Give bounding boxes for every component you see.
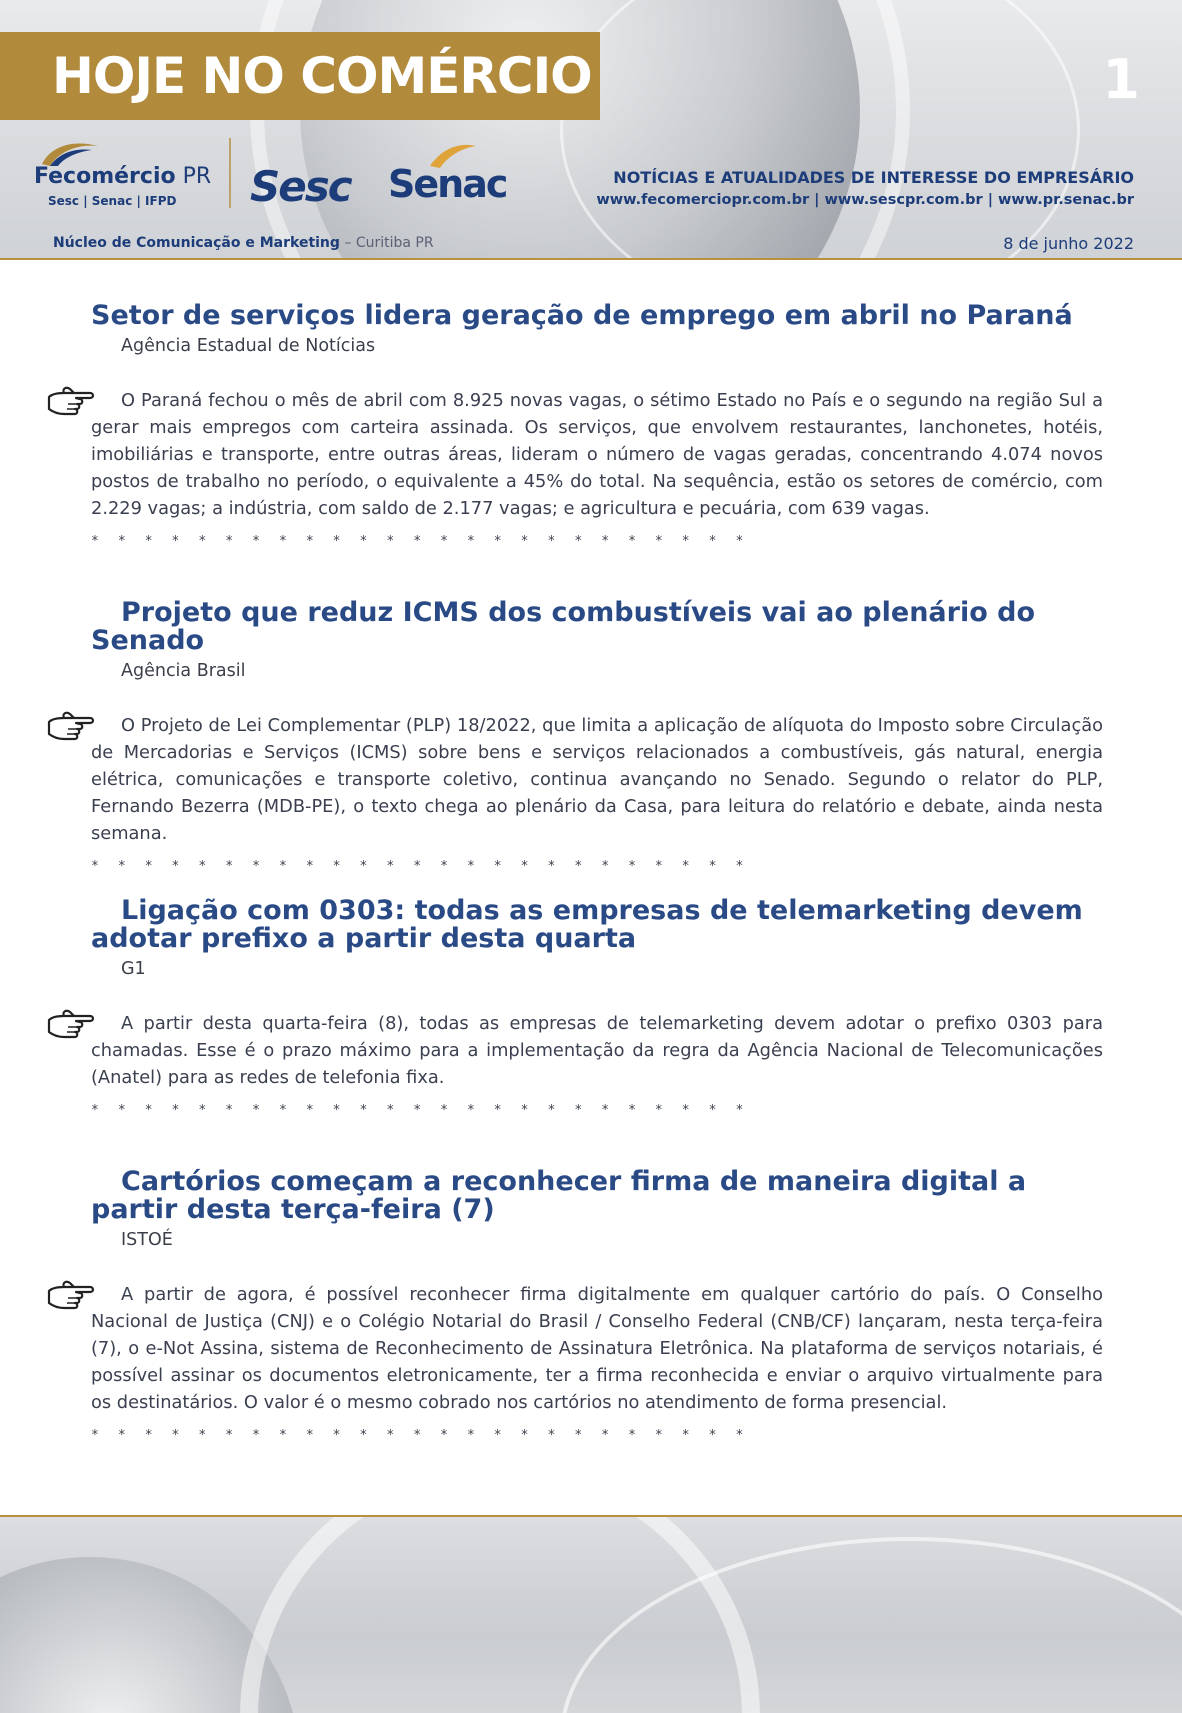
page-header: [0, 0, 1182, 260]
article-source: Agência Estadual de Notícias: [121, 336, 376, 356]
article-title: Ligação com 0303: todas as empresas de telemarketing devem adotar prefixo a partir desta quarta: [91, 895, 1083, 954]
newsletter-title-bar: [0, 32, 600, 120]
pointing-hand-icon: [46, 1277, 98, 1315]
pointing-hand-icon: [46, 708, 98, 746]
article-separator: * * * * * * * * * * * * * * * * * * * * * * * * *: [91, 859, 749, 874]
article-body-text: A partir de agora, é possível reconhecer firma digitalmente em qualquer cartório do país. O Conselho Nacional de Justiça (CNJ) e o Colégio Notarial do Brasil / Conselho Federal (CNB/CF) lançaram, nesta terça-feira (7), o e-Not Assina, sistema de Reconhecimento de Assinatura Eletrônica. Na plataforma de serviços notariais, é possível assinar os documentos eletronicamente, ter a firma reconhecida e enviar o arquivo virtualmente para os destinatários. O valor é o mesmo cobrado nos cartórios no atendimento de forma presencial.: [91, 1284, 1103, 1413]
fecomercio-pr-text: PR: [175, 164, 212, 189]
article-source: G1: [121, 959, 146, 979]
orbit-decoration: [560, 0, 1080, 260]
website-links: www.fecomerciopr.com.br | www.sescpr.com.br | www.pr.senac.br: [596, 192, 1134, 208]
pointing-hand-icon: [46, 1006, 98, 1044]
page-footer: [0, 1515, 1182, 1713]
newsletter-title: HOJE NO COMÉRCIO: [52, 47, 592, 105]
article-title: Cartórios começam a reconhecer firma de maneira digital a partir desta terça-feira (7): [91, 1166, 1027, 1225]
department-name: Núcleo de Comunicação e Marketing: [53, 235, 340, 251]
fecomercio-subtitle: Sesc | Senac | IFPD: [48, 194, 177, 208]
article-separator: * * * * * * * * * * * * * * * * * * * * * * * * *: [91, 1428, 749, 1443]
senac-logo: [388, 140, 508, 210]
department-city: – Curitiba PR: [339, 235, 434, 251]
article-body-text: A partir desta quarta-feira (8), todas as empresas de telemarketing devem adotar o prefixo 0303 para chamadas. Esse é o prazo máximo para a implementação da regra da Agência Nacional de Telecomunicações (Anatel) para as redes de telefonia fixa.: [91, 1013, 1103, 1088]
article-separator: * * * * * * * * * * * * * * * * * * * * * * * * *: [91, 534, 749, 549]
article-source: ISTOÉ: [121, 1230, 173, 1250]
fecomercio-logo: [34, 138, 230, 208]
tagline: NOTÍCIAS E ATUALIDADES DE INTERESSE DO EMPRESÁRIO: [613, 168, 1134, 187]
article-2: [91, 599, 1103, 875]
article-body: [91, 1281, 1103, 1416]
department-label: [53, 235, 434, 251]
senac-logo-text: Senac: [388, 162, 507, 206]
fecomercio-name: [34, 164, 211, 189]
sesc-logo: Sesc: [250, 162, 351, 211]
article-title: Setor de serviços lidera geração de emprego em abril no Paraná: [91, 300, 1073, 331]
article-3: [91, 897, 1103, 1119]
article-body: [91, 1010, 1103, 1091]
article-4: [91, 1168, 1103, 1444]
article-body: [91, 387, 1103, 522]
article-body-text: O Paraná fechou o mês de abril com 8.925 novas vagas, o sétimo Estado no País e o segundo na região Sul a gerar mais empregos com carteira assinada. Os serviços, que envolvem restaurantes, lanchonetes, hotéis, imobiliárias e transporte, entre outras áreas, lideram o número de vagas geradas, concentrando 4.074 novos postos de trabalho no período, o equivalente a 45% do total. Na sequência, estão os setores de comércio, com 2.229 vagas; a indústria, com saldo de 2.177 vagas; e agricultura e pecuária, com 639 vagas.: [91, 390, 1103, 519]
article-title: Projeto que reduz ICMS dos combustíveis vai ao plenário do Senado: [91, 597, 1036, 656]
logo-divider: [229, 138, 231, 208]
fecomercio-name-text: Fecomércio: [34, 164, 176, 189]
article-separator: * * * * * * * * * * * * * * * * * * * * * * * * *: [91, 1103, 749, 1118]
article-body: [91, 712, 1103, 847]
page-number: 1: [1102, 48, 1140, 111]
article-1: [91, 302, 1103, 550]
pointing-hand-icon: [46, 383, 98, 421]
article-body-text: O Projeto de Lei Complementar (PLP) 18/2022, que limita a aplicação de alíquota do Imposto sobre Circulação de Mercadorias e Serviços (ICMS) sobre bens e serviços relacionados a combustíveis, gás natural, energia elétrica, comunicações e transporte coletivo, continua avançando no Senado. Segundo o relator do PLP, Fernando Bezerra (MDB-PE), o texto chega ao plenário da Casa, para leitura do relatório e debate, ainda nesta semana.: [91, 715, 1103, 844]
article-source: Agência Brasil: [121, 661, 246, 681]
issue-date: 8 de junho 2022: [1003, 234, 1134, 253]
